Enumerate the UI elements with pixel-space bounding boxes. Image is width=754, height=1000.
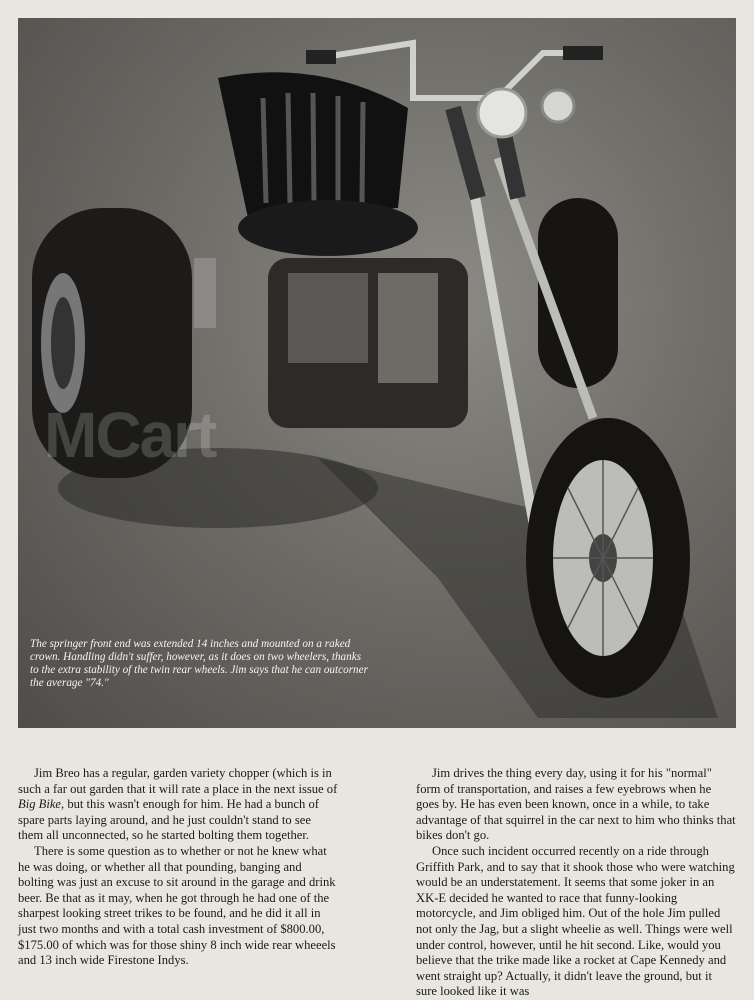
trike-photo [18,18,736,728]
photo-caption: The springer front end was extended 14 inches and mounted on a raked crown. Handling didn't suffer, however, as it does on two wheelers, thanks to the extra stability of the twin rear wheels. Jim says that he can outcorner the average "74." [30,638,368,689]
article-column-right [416,766,736,1000]
magazine-title: Big Bike [18,797,62,812]
watermark-logo: MCart [44,399,216,471]
paragraph: Jim Breo has a regular, garden variety chopper (which is in such a far out garden that it will rate a place in the next issue of Big Bike, but this wasn't enough for him. He had a bunch of spare parts laying around, and he just couldn't stand to see them all unconnected, so he started bolting them together. [18,766,338,843]
trike-illustration [18,18,736,728]
paragraph: Jim drives the thing every day, using it for his "normal" form of transportation, and raises a few eyebrows when he goes by. He has even been known, once in a while, to take advantage of that squirrel in the car next to him who thinks that bikes don't go. [416,766,736,843]
article-column-left [18,766,338,969]
paragraph: There is some question as to whether or not he knew what he was doing, or whether all that pounding, banging and bolting was just an excuse to sit around in the garage and drink beer. Be that as it may, when he got through he had one of the sharpest looking street trikes to be found, and he did it all in just two months and with a total cash investment of $800.00, $175.00 of which was for those shiny 8 inch wide rear wheeels and 13 inch wide Firestone Indys. [18,843,336,968]
paragraph: Once such incident occurred recently on a ride through Griffith Park, and to say that it shook those who were watching would be an understatement. It seems that some joker in an XK-E decided he wanted to race that funny-looking motorcycle, and Jim obliged him. Out of the hole Jim pulled not only the Jag, but a slight wheelie as well. Things were well under control, however, until he hit second. Like, would you believe that the trike made like a rocket at Cape Kennedy and went straight up? Actually, it didn't leave the ground, but it sure looked like it was [416,843,735,999]
